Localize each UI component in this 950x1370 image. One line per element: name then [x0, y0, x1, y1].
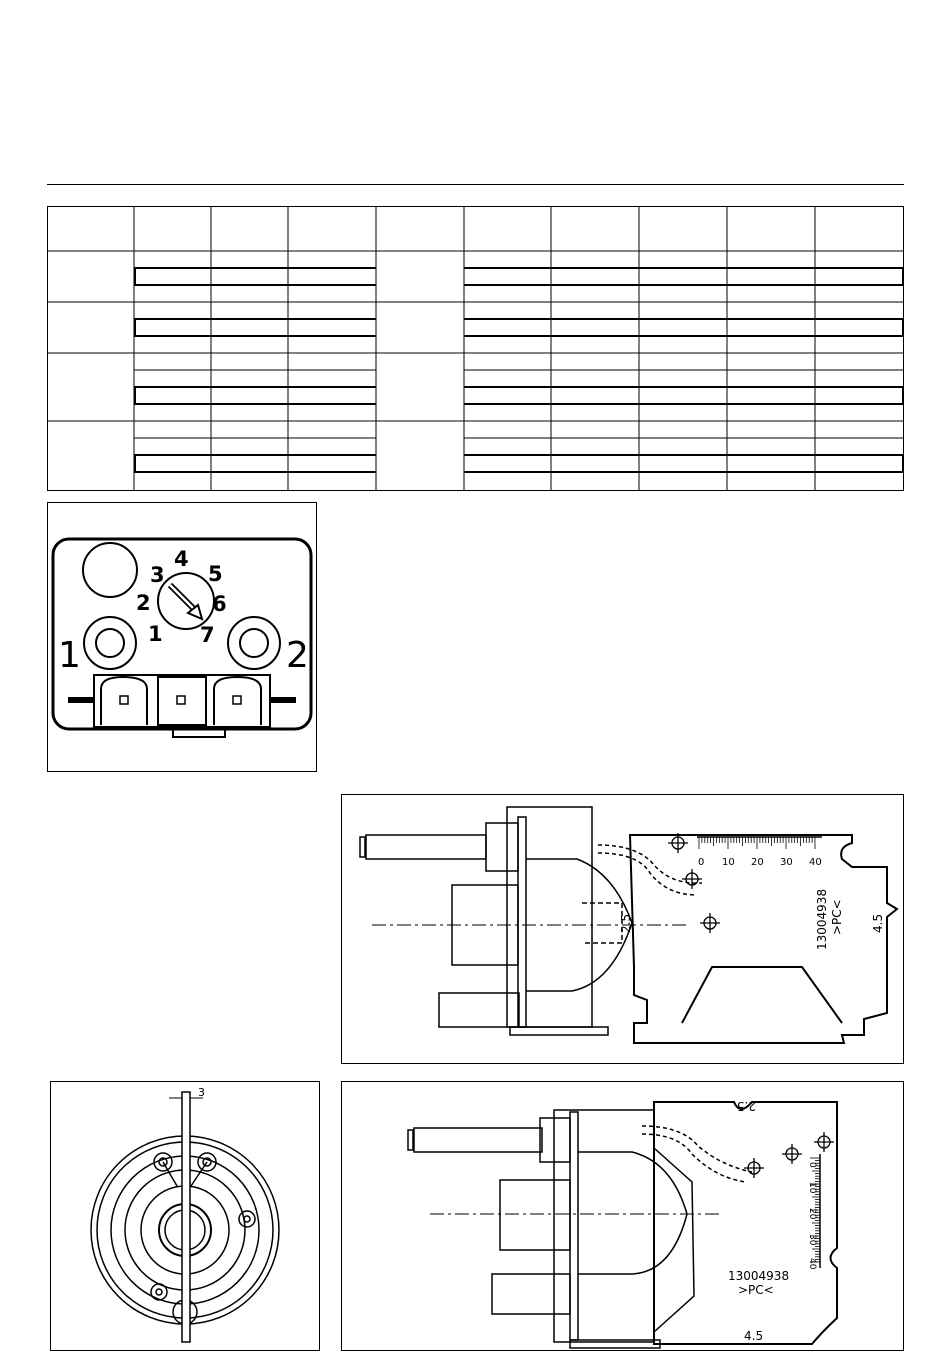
- blank-socket: [83, 543, 137, 597]
- settings-table: [47, 206, 904, 491]
- header-rule: [47, 184, 904, 185]
- material-mark: >PC<: [738, 1283, 774, 1297]
- scale-label: 40: [809, 857, 822, 868]
- electrode-label: 2: [286, 635, 309, 676]
- dimension-large: 4.5: [744, 1329, 764, 1343]
- dial-number: 1: [148, 622, 163, 646]
- electrode-left: [84, 617, 136, 669]
- electrode-gap-diagram: [50, 1081, 320, 1351]
- base-plate: [570, 1340, 660, 1348]
- gauge-cutout: [682, 967, 842, 1023]
- dial-number: 6: [212, 592, 227, 616]
- table-frame: [48, 207, 904, 491]
- gauge-bottom-drawing: [342, 1082, 903, 1350]
- part-number: 13004938: [728, 1269, 790, 1283]
- part-number: 13004938: [815, 888, 829, 950]
- dial-arrow-icon: [170, 585, 202, 619]
- electrode-right: [228, 617, 280, 669]
- material-mark: >PC<: [830, 899, 844, 935]
- burner-body: [554, 1110, 654, 1342]
- scale-label: 20: [807, 1208, 817, 1220]
- scale-label: 20: [751, 857, 764, 868]
- dial-number: 5: [208, 562, 223, 586]
- gauge-cutout: [654, 1148, 694, 1332]
- scale-label: 0: [698, 857, 705, 868]
- gap-drawing: [51, 1082, 319, 1350]
- dial-number: 4: [174, 547, 189, 571]
- terminal-left: [101, 677, 147, 725]
- ignition-rod: [366, 835, 486, 859]
- dial-number: 2: [136, 591, 151, 615]
- dimension-large: 4.5: [871, 913, 885, 933]
- terminal-right: [214, 677, 261, 725]
- dimension-small: 2.5: [736, 1099, 756, 1113]
- gap-dimension: 3: [198, 1086, 205, 1099]
- scale-label: 30: [807, 1234, 817, 1246]
- measuring-strip: [182, 1092, 190, 1342]
- scale-label: 40: [807, 1258, 817, 1270]
- scale-label: 0: [807, 1162, 817, 1168]
- scale-label: 30: [780, 857, 793, 868]
- settings-table-grid: [47, 206, 904, 491]
- rod-tip: [408, 1130, 413, 1150]
- scale-ticks-top: [699, 837, 815, 849]
- base-plate: [510, 1027, 608, 1035]
- rod-tip: [360, 837, 365, 857]
- scale-label: 10: [807, 1182, 817, 1194]
- nozzle-cone: [578, 1152, 687, 1274]
- dial-number: 7: [200, 623, 215, 647]
- gauge-figure-bottom: [341, 1081, 904, 1351]
- terminal-middle: [158, 677, 206, 725]
- scale-label: 10: [722, 857, 735, 868]
- gauge-figure-top: [341, 794, 904, 1064]
- dimension-small: 2.5: [619, 913, 633, 933]
- ignition-rod: [414, 1128, 542, 1152]
- dial-number: 3: [150, 563, 165, 587]
- selector-diagram: [47, 502, 317, 772]
- gauge-top-drawing: [342, 795, 903, 1063]
- electrode-label: 1: [58, 635, 81, 676]
- mounting-flange: [570, 1112, 578, 1340]
- selector-diagram-drawing: [48, 503, 316, 771]
